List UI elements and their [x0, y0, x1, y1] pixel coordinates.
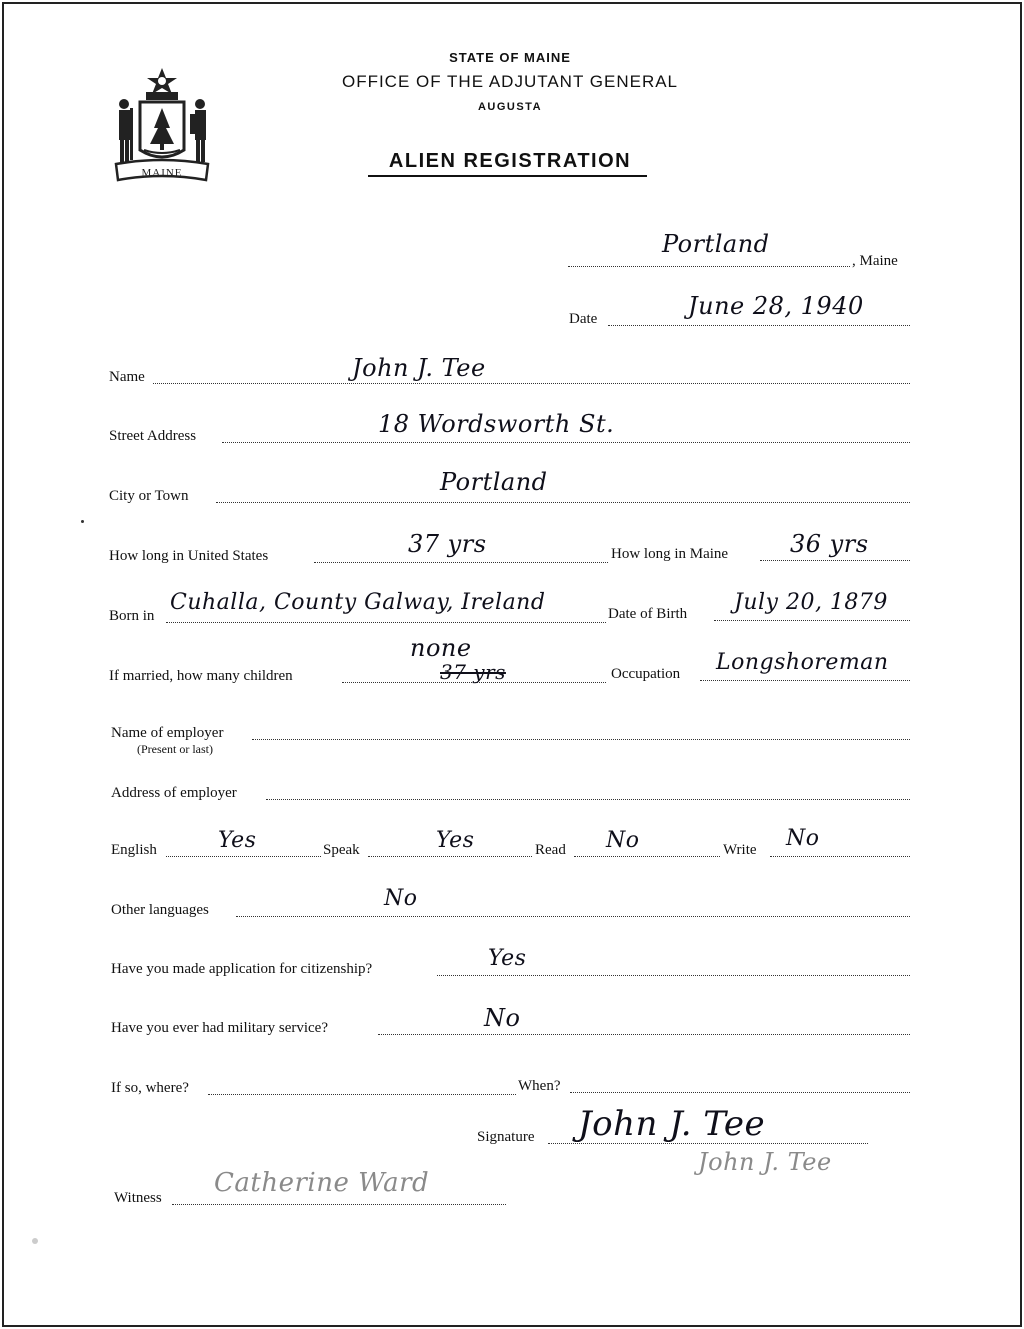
citizenship-line	[437, 975, 910, 976]
children-label: If married, how many children	[109, 668, 293, 684]
street-value: 18 Wordsworth St.	[378, 410, 615, 438]
place-value: Portland	[662, 230, 770, 258]
english-line	[166, 856, 321, 857]
dob-value: July 20, 1879	[734, 590, 888, 615]
name-line	[153, 383, 910, 384]
employer-name-sublabel: (Present or last)	[137, 742, 213, 756]
dob-label: Date of Birth	[608, 606, 688, 622]
read-line	[574, 856, 720, 857]
read-value: No	[606, 828, 640, 853]
date-value: June 28, 1940	[688, 292, 864, 320]
occupation-label: Occupation	[611, 666, 681, 682]
born-in-line	[166, 622, 606, 623]
date-line	[608, 325, 910, 326]
other-languages-label: Other languages	[111, 902, 209, 918]
street-line	[222, 442, 910, 443]
employer-address-label: Address of employer	[111, 785, 237, 801]
city-line	[216, 502, 910, 503]
speak-value: Yes	[436, 828, 475, 853]
read-label: Read	[535, 842, 566, 858]
military-label: Have you ever had military service?	[111, 1020, 328, 1036]
city-label: City or Town	[109, 488, 189, 504]
speak-line	[368, 856, 532, 857]
how-long-us-value: 37 yrs	[408, 530, 487, 558]
signature-copy-value: John J. Tee	[698, 1148, 832, 1176]
how-long-us-label: How long in United States	[109, 548, 269, 564]
header-office: OFFICE OF THE ADJUTANT GENERAL	[341, 72, 679, 91]
signature-label: Signature	[477, 1129, 535, 1145]
how-long-maine-value: 36 yrs	[790, 530, 869, 558]
header-state: STATE OF MAINE	[449, 50, 571, 65]
occupation-value: Longshoreman	[716, 650, 889, 675]
write-value: No	[786, 826, 820, 851]
children-value: none	[410, 634, 472, 662]
how-long-us-line	[314, 562, 608, 563]
speak-label: Speak	[323, 842, 360, 858]
write-label: Write	[723, 842, 757, 858]
citizenship-label: Have you made application for citizenship?	[111, 961, 373, 977]
english-value: Yes	[218, 828, 257, 853]
how-long-maine-line	[760, 560, 910, 561]
born-in-value: Cuhalla, County Galway, Ireland	[170, 590, 546, 615]
other-languages-line	[236, 916, 910, 917]
employer-address-line	[266, 799, 910, 800]
paper-speck	[81, 520, 84, 523]
employer-name-line	[252, 739, 910, 740]
write-line	[770, 856, 910, 857]
name-value: John J. Tee	[352, 354, 486, 382]
born-in-label: Born in	[109, 608, 155, 624]
military-value: No	[484, 1004, 521, 1032]
where-label: If so, where?	[111, 1080, 189, 1096]
military-line	[378, 1034, 910, 1035]
dob-line	[714, 620, 910, 621]
form-title: ALIEN REGISTRATION	[388, 150, 632, 172]
children-struck-value: 37 yrs	[440, 660, 506, 684]
date-label: Date	[569, 311, 598, 327]
paper-blemish	[32, 1238, 38, 1244]
other-languages-value: No	[384, 886, 418, 911]
english-label: English	[111, 842, 157, 858]
witness-line	[172, 1204, 506, 1205]
occupation-line	[700, 680, 910, 681]
witness-value: Catherine Ward	[214, 1168, 430, 1198]
header-city: AUGUSTA	[477, 101, 543, 113]
how-long-maine-label: How long in Maine	[611, 546, 729, 562]
citizenship-value: Yes	[488, 946, 527, 971]
maine-label: , Maine	[852, 253, 898, 269]
witness-label: Witness	[114, 1190, 162, 1206]
city-value: Portland	[440, 468, 548, 496]
where-line	[208, 1094, 516, 1095]
seal-banner-text: MAINE	[141, 167, 183, 179]
when-label: When?	[518, 1078, 561, 1094]
signature-value: John J. Tee	[578, 1104, 766, 1144]
when-line	[570, 1092, 910, 1093]
place-line	[568, 266, 850, 267]
street-label: Street Address	[109, 428, 197, 444]
title-underline	[368, 175, 647, 177]
name-label: Name	[109, 369, 145, 385]
employer-name-label: Name of employer	[111, 725, 224, 741]
